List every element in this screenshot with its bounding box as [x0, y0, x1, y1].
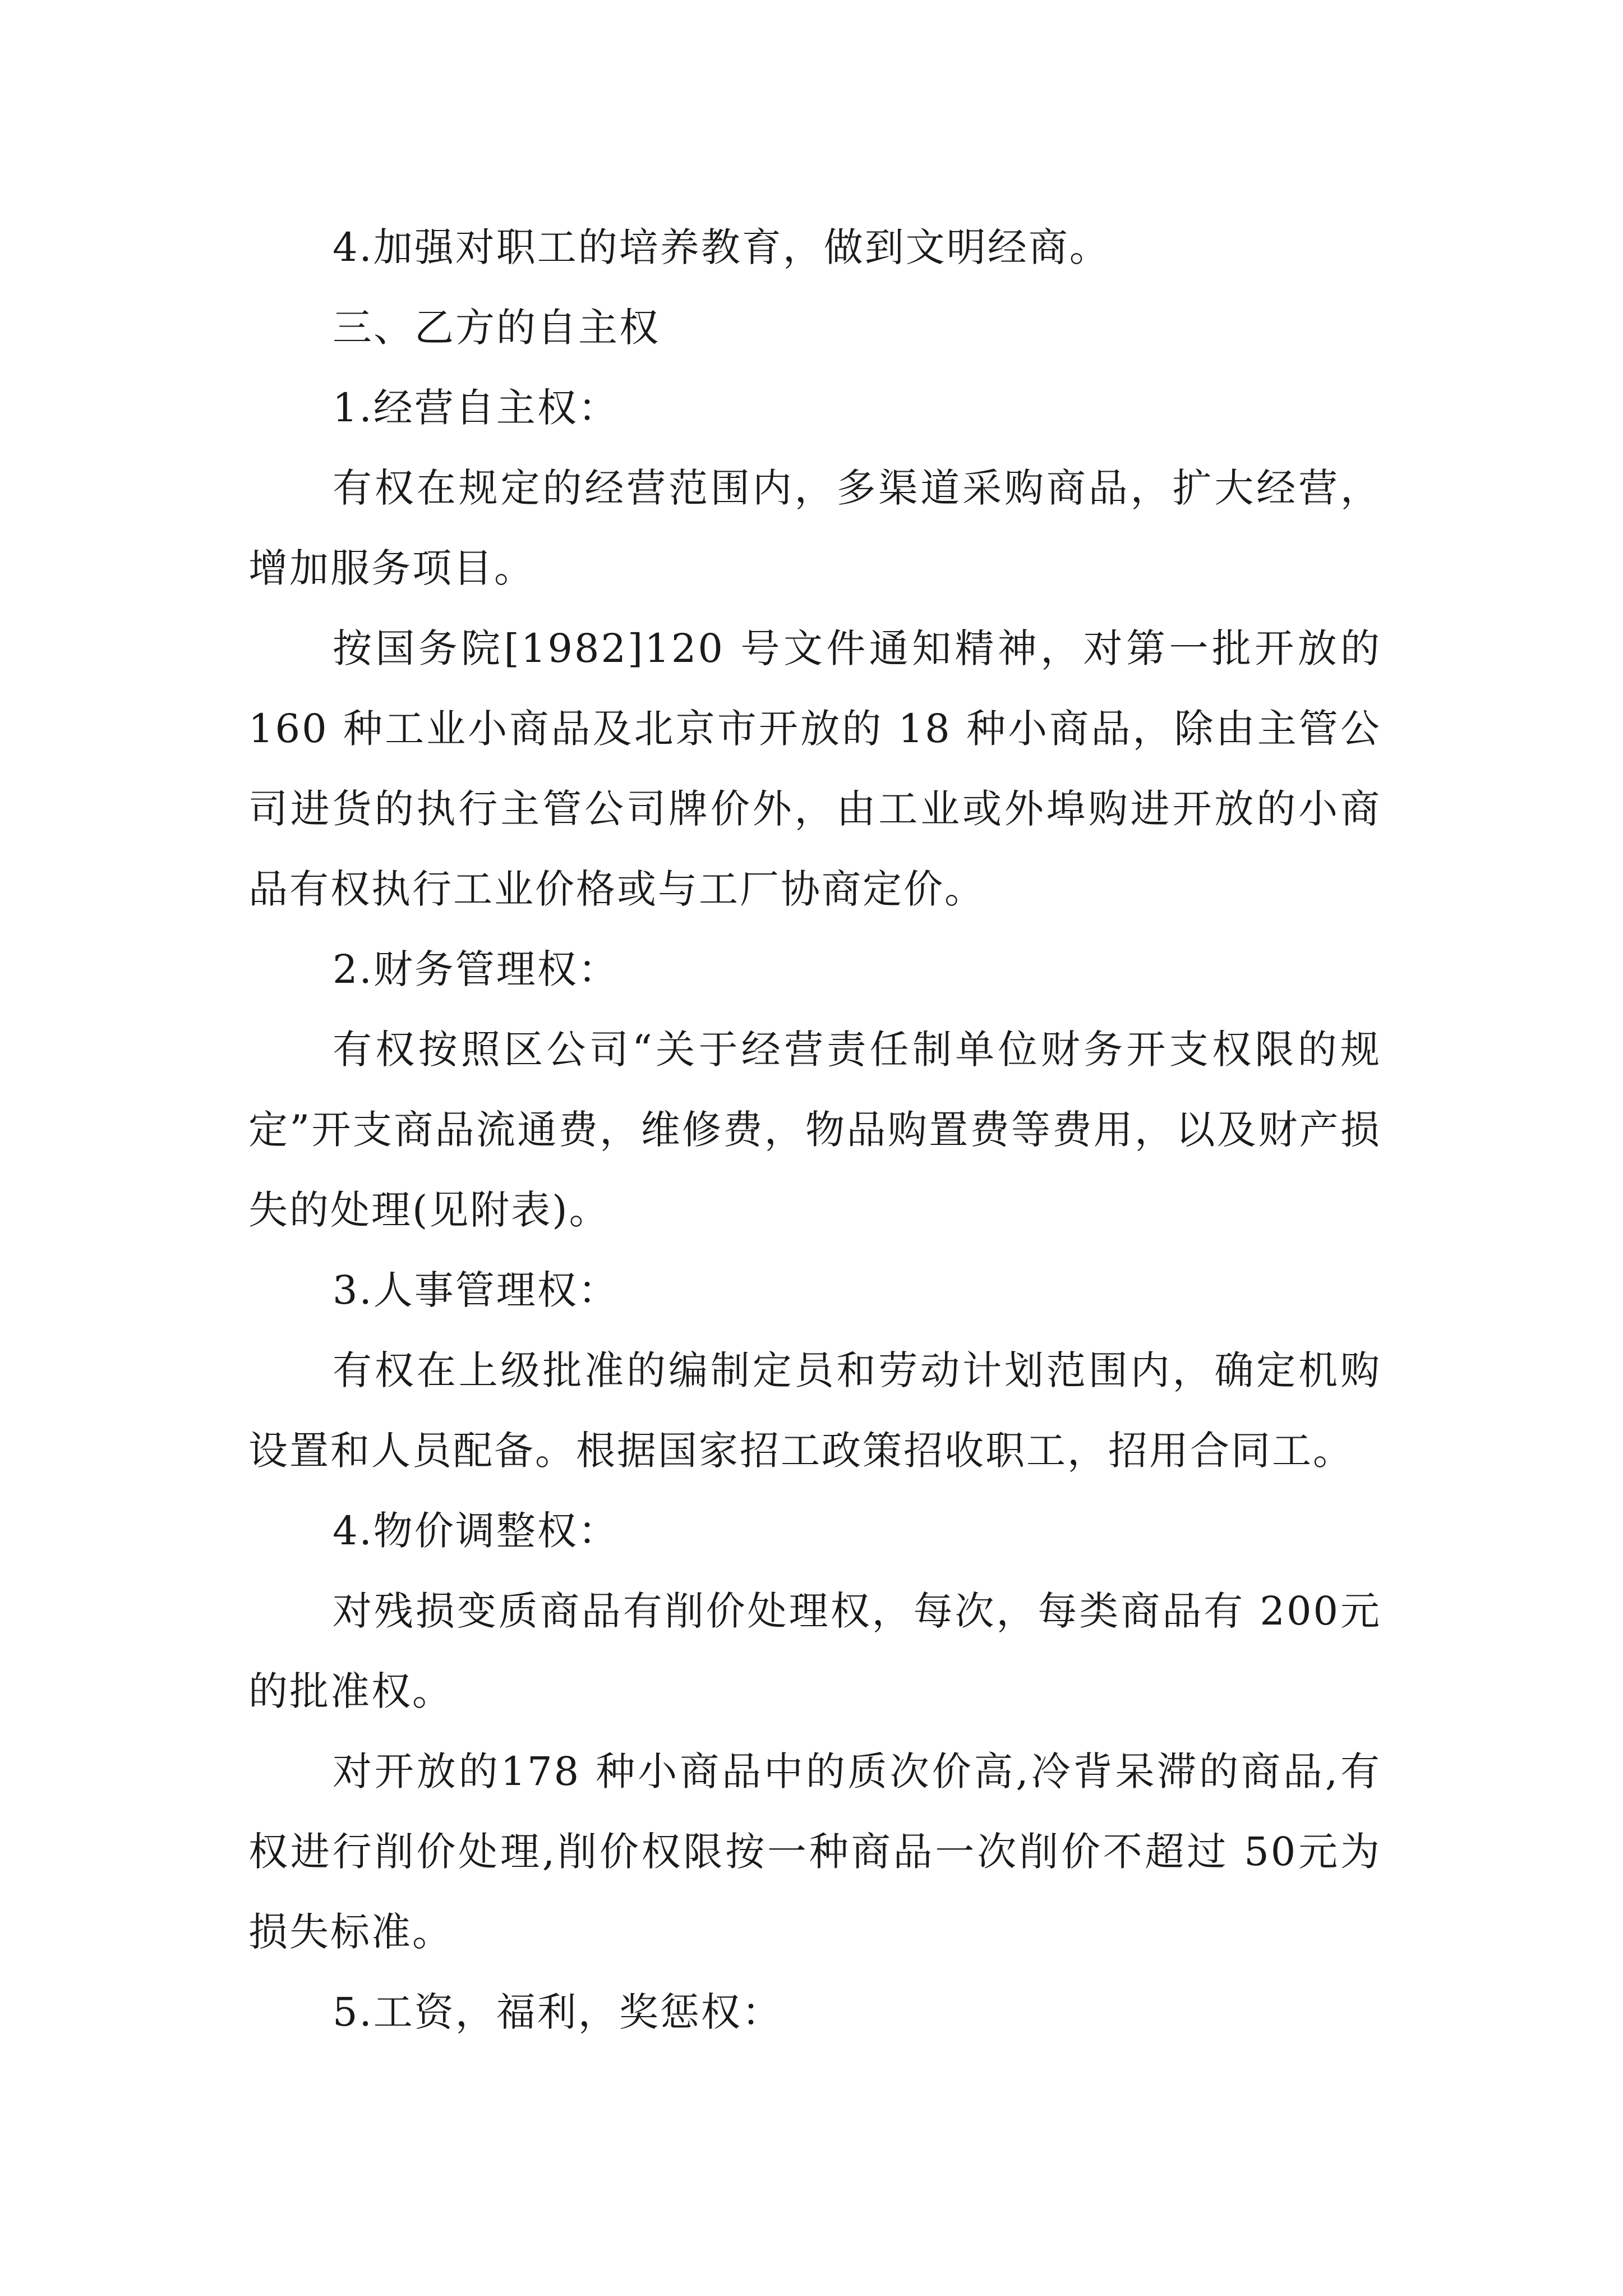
document-body [248, 208, 1381, 2053]
paragraph: 有权在上级批准的编制定员和劳动计划范围内，确定机购设置和人员配备。根据国家招工政策招收职工，招用合同工。 [248, 1347, 1381, 1474]
paragraph: 对残损变质商品有削价处理权，每次，每类商品有 200元的批准权。 [248, 1588, 1381, 1714]
subsection-heading: 1.经营自主权： [333, 385, 619, 431]
paragraph: 4.加强对职工的培养教育，做到文明经商。 [333, 224, 1110, 270]
paragraph: 按国务院[1982]120 号文件通知精神，对第一批开放的160 种工业小商品及北京市开放的 18 种小商品，除由主管公司进货的执行主管公司牌价外，由工业或外埠购进开放的小商品有权执行工业价格或与工厂协商定价。 [248, 625, 1381, 912]
subsection-heading: 2.财务管理权： [333, 946, 619, 992]
subsection-heading: 4.物价调整权： [333, 1508, 619, 1554]
paragraph: 有权按照区公司“关于经营责任制单位财务开支权限的规定”开支商品流通费，维修费，物品购置费等费用，以及财产损失的处理(见附表)。 [248, 1027, 1381, 1233]
section-heading: 三、乙方的自主权 [333, 305, 660, 351]
subsection-heading: 5.工资，福利，奖惩权： [333, 1989, 783, 2035]
subsection-heading: 3.人事管理权： [333, 1267, 619, 1313]
paragraph: 对开放的178 种小商品中的质次价高,冷背呆滞的商品,有权进行削价处理,削价权限按一种商品一次削价不超过 50元为损失标准。 [248, 1749, 1381, 1955]
paragraph: 有权在规定的经营范围内，多渠道采购商品，扩大经营，增加服务项目。 [248, 465, 1381, 591]
